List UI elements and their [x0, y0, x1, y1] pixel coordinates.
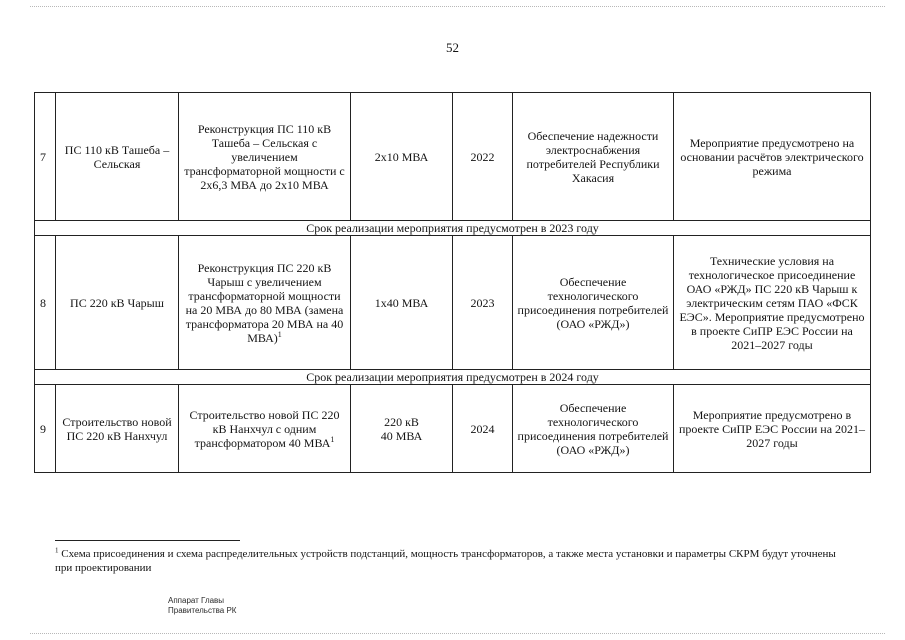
measure-cell [179, 93, 351, 221]
table-row [35, 236, 871, 370]
office-stamp [168, 596, 236, 616]
footnote [55, 547, 855, 575]
capacity-cell: 2х10 МВА [351, 93, 453, 221]
measure-text: Строительство новой ПС 220 кВ Нанхчул с одним трансформатором 40 МВА [189, 407, 340, 450]
capacity-cell: 220 кВ 40 МВА [351, 385, 453, 473]
object-cell: ПС 220 кВ Чарыш [56, 236, 179, 370]
measure-text: Реконструкция ПС 220 кВ Чарыш с увеличением трансформаторной мощности на 20 МВА до 80 МВА (замена трансформатора 20 МВА на 40 МВА) [185, 260, 344, 345]
footnote-mark: 1 [55, 546, 59, 555]
period-row [35, 370, 871, 385]
measures-table [34, 92, 871, 473]
basis-cell: Мероприятие предусмотрено на основании расчётов электрического режима [674, 93, 871, 221]
stamp-line: Аппарат Главы [168, 596, 225, 605]
footnote-text: Схема присоединения и схема распределительных устройств подстанций, мощность трансформаторов, а также места установки и параметры СКРМ будут уточнены при проектировании [55, 548, 836, 574]
year-cell: 2022 [453, 93, 513, 221]
object-cell: Строительство новой ПС 220 кВ Нанхчул [56, 385, 179, 473]
period-row [35, 221, 871, 236]
footnote-separator [55, 540, 240, 541]
period-label: Срок реализации мероприятия предусмотрен в 2024 году [35, 370, 871, 385]
row-number: 8 [35, 236, 56, 370]
row-number: 9 [35, 385, 56, 473]
footnote-reference: 1 [330, 434, 335, 444]
measure-cell [179, 385, 351, 473]
scan-border-bottom [30, 633, 885, 634]
scan-border-top [30, 6, 885, 7]
purpose-cell: Обеспечение надежности электроснабжения потребителей Республики Хакасия [513, 93, 674, 221]
period-label: Срок реализации мероприятия предусмотрен в 2023 году [35, 221, 871, 236]
measure-cell [179, 236, 351, 370]
stamp-line: Правительства РК [168, 606, 237, 615]
year-cell: 2024 [453, 385, 513, 473]
year-cell: 2023 [453, 236, 513, 370]
page-number: 52 [446, 40, 459, 55]
purpose-cell: Обеспечение технологического присоединения потребителей (ОАО «РЖД») [513, 385, 674, 473]
table-row [35, 93, 871, 221]
basis-cell: Технические условия на технологическое присоединение ОАО «РЖД» ПС 220 кВ Чарыш к электрическим сетям ПАО «ФСК ЕЭС». Мероприятие предусмотрено в проекте СиПР ЕЭС России на 2021–2027 годы [674, 236, 871, 370]
purpose-cell: Обеспечение технологического присоединения потребителей (ОАО «РЖД») [513, 236, 674, 370]
measure-text: Реконструкция ПС 110 кВ Ташеба – Сельская с увеличением трансформаторной мощности с 2х6,3 МВА до 2х10 МВА [184, 121, 345, 192]
table-row [35, 385, 871, 473]
row-number: 7 [35, 93, 56, 221]
object-cell: ПС 110 кВ Ташеба – Сельская [56, 93, 179, 221]
footnote-reference: 1 [277, 329, 282, 339]
capacity-cell: 1х40 МВА [351, 236, 453, 370]
basis-cell: Мероприятие предусмотрено в проекте СиПР ЕЭС России на 2021–2027 годы [674, 385, 871, 473]
